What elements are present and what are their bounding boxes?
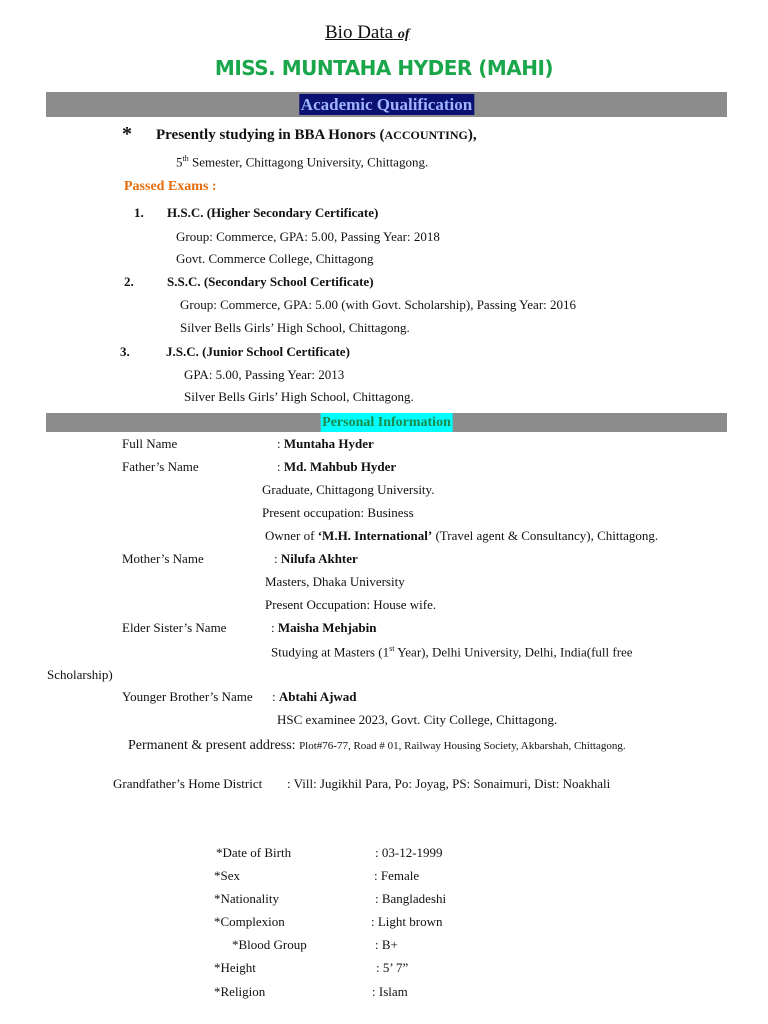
semester-rest: Semester, Chittagong University, Chittagong. [188,154,429,170]
sister-study-suffix: Year), Delhi University, Delhi, India(full free [394,644,633,660]
exam-title: S.S.C. (Secondary School Certificate) [167,274,374,289]
current-study-line [156,127,477,144]
owner-suffix: (Travel agent & Consultancy), Chittagong. [432,528,659,543]
passed-exams-label: Passed Exams : [124,179,217,194]
detail-label: *Complexion [214,914,285,929]
address-label: Permanent & present address: [128,738,300,753]
semester-line [176,154,428,170]
semester-sup: th [182,154,189,163]
owner-company: ‘M.H. International’ [317,528,433,543]
detail-label: *Religion [214,984,266,999]
full-name-value-row [277,436,374,452]
detail-label: *Sex [214,868,240,883]
sister-study [271,644,633,660]
district-label: Grandfather’s Home District [113,776,263,791]
mother-occupation: Present Occupation: House wife. [265,597,437,612]
full-name-label: Full Name [122,436,178,451]
colon: : [277,459,281,474]
sister-name-value: Maisha Mehjabin [277,620,377,635]
exam-institution: Silver Bells Girls’ High School, Chittagong. [184,389,414,404]
brother-name-value-row [272,689,357,705]
candidate-name: MISS. MUNTAHA HYDER (MAHI) [214,56,554,80]
mother-name-value-row [274,551,358,567]
father-name-value: Md. Mahbub Hyder [283,459,397,474]
exam-detail: GPA: 5.00, Passing Year: 2013 [184,367,345,382]
brother-name-label: Younger Brother’s Name [122,689,253,704]
mother-name-value: Nilufa Akhter [280,551,358,566]
exam-institution: Govt. Commerce College, Chittagong [176,251,374,266]
detail-value: : Light brown [371,914,443,929]
address-value: Plot#76-77, Road # 01, Railway Housing Society, Akbarshah, Chittagong. [299,740,626,752]
father-business [265,528,658,544]
owner-prefix: Owner of [265,528,318,543]
personal-section-title: Personal Information [322,415,451,430]
colon: : [274,551,278,566]
sister-study-sup: st [389,644,395,653]
detail-value: : 5’ 7” [376,960,409,975]
father-name-label: Father’s Name [122,459,199,474]
address-row [128,736,626,754]
exam-number: 1. [134,205,144,220]
mother-education: Masters, Dhaka University [265,574,405,589]
exam-title: H.S.C. (Higher Secondary Certificate) [167,205,379,220]
sister-study-prefix: Studying at Masters (1 [271,644,390,660]
academic-section-bar [46,92,727,117]
detail-value: : Bangladeshi [375,891,447,906]
detail-label: *Date of Birth [216,845,292,860]
current-study-prefix: Presently studying in BBA Honors ( [156,127,385,143]
district-value: : Vill: Jugikhil Para, Po: Joyag, PS: Sonaimuri, Dist: Noakhali [287,776,611,791]
exam-title: J.S.C. (Junior School Certificate) [166,344,350,359]
current-study-suffix: ), [467,127,477,143]
academic-section-title: Academic Qualification [300,95,473,114]
colon: : [272,689,276,704]
bio-data-heading [325,22,410,44]
detail-value: : Female [374,868,420,883]
sister-study-wrap: Scholarship) [47,667,113,682]
current-study-subject: ACCOUNTING [384,128,468,142]
detail-value: : 03-12-1999 [375,845,443,860]
brother-education: HSC examinee 2023, Govt. City College, Chittagong. [277,712,558,727]
current-study-bullet: * [122,123,132,145]
exam-institution: Silver Bells Girls’ High School, Chittagong. [180,320,410,335]
colon: : [271,620,275,635]
detail-value: : B+ [375,937,398,952]
exam-detail: Group: Commerce, GPA: 5.00 (with Govt. Scholarship), Passing Year: 2016 [180,297,577,312]
father-education: Graduate, Chittagong University. [262,482,435,497]
detail-label: *Height [214,960,256,975]
detail-label: *Nationality [214,891,279,906]
brother-name-value: Abtahi Ajwad [278,689,357,704]
mother-name-label: Mother’s Name [122,551,204,566]
exam-number: 3. [120,344,130,359]
exam-number: 2. [124,274,134,289]
sister-name-value-row [271,620,376,636]
personal-section-bar [46,413,727,432]
of-label: of [397,27,410,42]
detail-value: : Islam [372,984,408,999]
semester-num: 5 [176,154,183,170]
detail-label: *Blood Group [232,937,307,952]
exam-detail: Group: Commerce, GPA: 5.00, Passing Year: 2018 [176,229,440,244]
father-occupation: Present occupation: Business [262,505,414,520]
colon: : [277,436,281,451]
full-name-value: Muntaha Hyder [283,436,374,451]
bio-data-label: Bio Data [325,22,394,43]
father-name-value-row [277,459,396,475]
sister-name-label: Elder Sister’s Name [122,620,227,635]
